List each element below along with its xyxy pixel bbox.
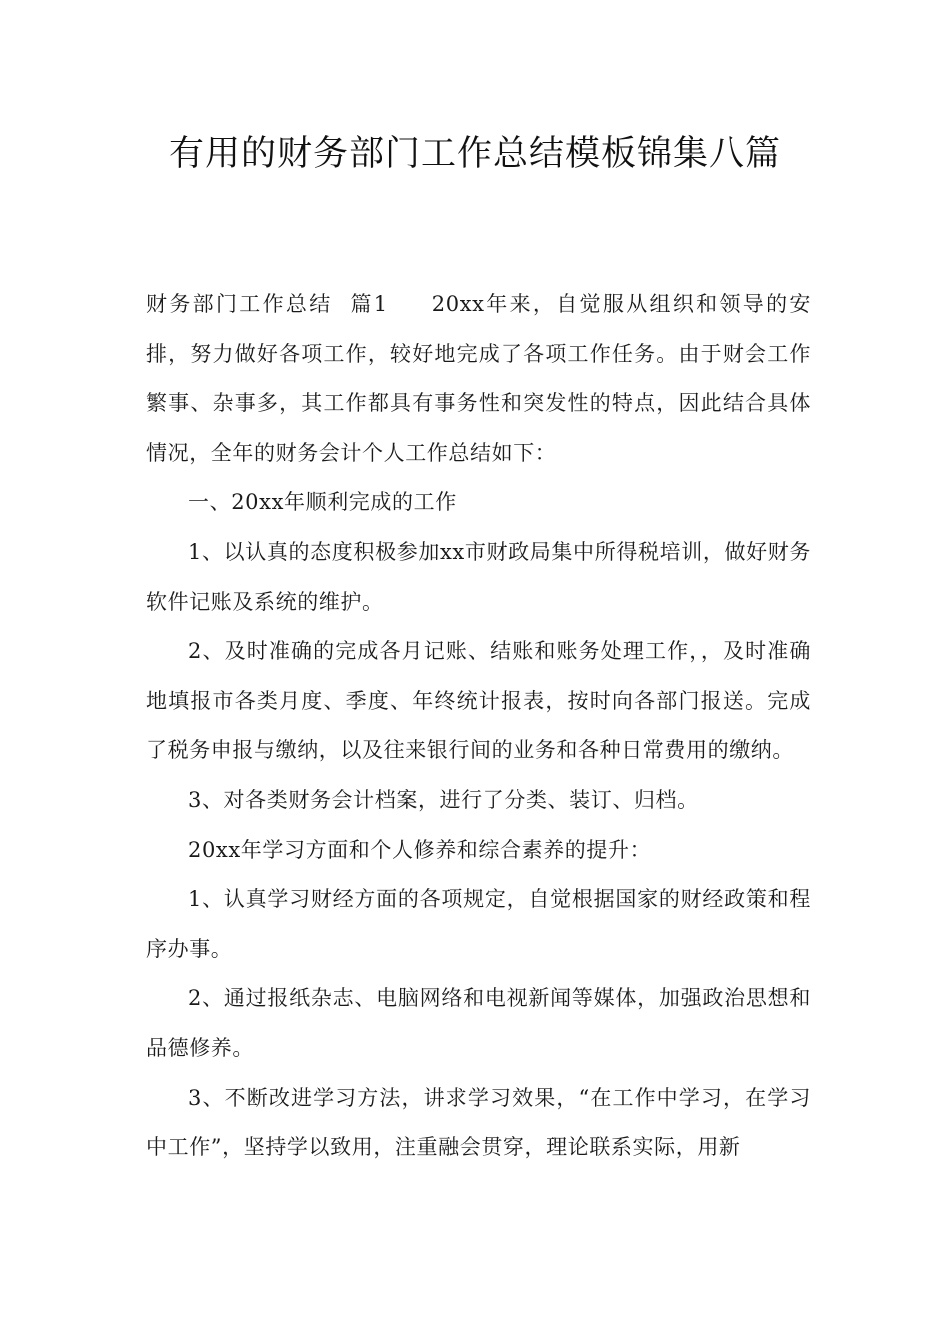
paragraph: 2、及时准确的完成各月记账、结账和账务处理工作，，及时准确地填报市各类月度、季度、年终统计报表，按时向各部门报送。完成了税务申报与缴纳，以及往来银行间的业务和各种日常费用的缴纳。 [146,639,811,763]
paragraph: 1、认真学习财经方面的各项规定，自觉根据国家的财经政策和程序办事。 [146,887,811,961]
paragraph: 2、通过报纸杂志、电脑网络和电视新闻等媒体，加强政治思想和品德修养。 [146,986,811,1060]
intro-paragraph [146,280,811,478]
document-title: 有用的财务部门工作总结模板锦集八篇 [168,134,781,174]
paragraph: 20xx年学习方面和个人修养和综合素养的提升： [188,837,652,862]
paragraph: 3、不断改进学习方法，讲求学习效果，“在工作中学习，在学习中工作”，坚持学以致用，注重融会贯穿，理论联系实际，用新 [146,1085,811,1160]
paragraph: 一、20xx年顺利完成的工作 [188,490,457,515]
paragraph: 3、对各类财务会计档案，进行了分类、装订、归档。 [188,787,699,812]
paragraph: 1、以认真的态度积极参加xx市财政局集中所得税培训，做好财务软件记账及系统的维护。 [146,539,811,614]
intro-text: 20xx年来，自觉服从组织和领导的安排，努力做好各项工作，较好地完成了各项工作任务。由于财会工作繁事、杂事多，其工作都具有事务性和突发性的特点，因此结合具体情况，全年的财务会计个人工作总结如下： [146,292,811,465]
document-body [146,280,811,1173]
section-label: 财务部门工作总结 篇1 [146,292,388,316]
